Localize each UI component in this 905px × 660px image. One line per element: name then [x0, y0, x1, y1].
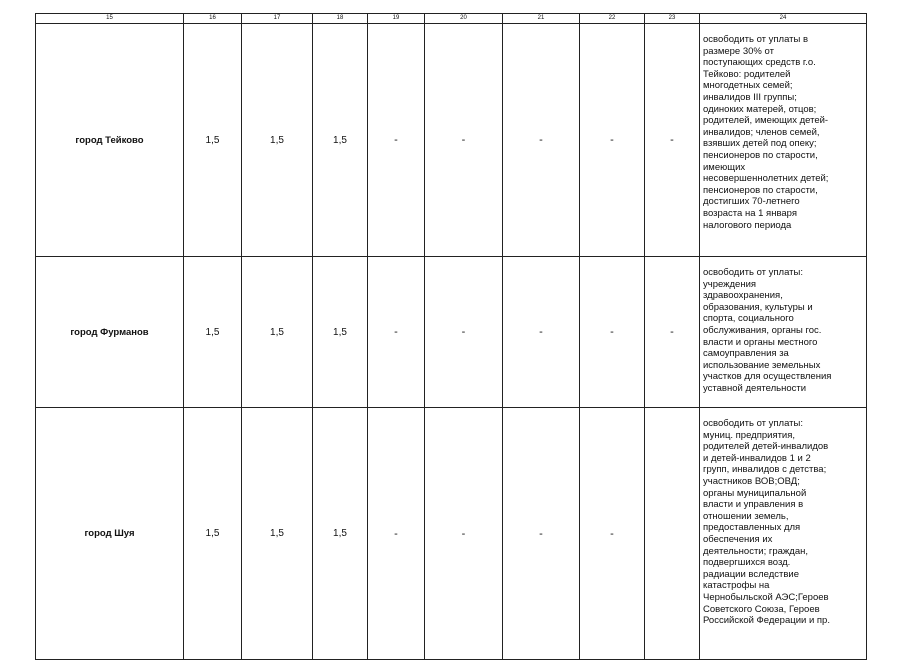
- note-line: многодетных семей;: [703, 80, 793, 92]
- note-line: участников ВОВ;ОВД;: [703, 475, 800, 487]
- note-line: уставной деятельности: [703, 382, 807, 394]
- note-line: взявших детей под опеку;: [703, 138, 817, 150]
- note-line: учреждения: [703, 278, 757, 290]
- note-line: инвалидов III группы;: [703, 91, 797, 103]
- note-line: возраста на 1 января: [703, 207, 797, 219]
- column-number: 23: [645, 14, 700, 24]
- note-line: освободить от уплаты:: [703, 267, 803, 278]
- note-line: использование земельных: [703, 359, 821, 371]
- table-row: [36, 408, 867, 660]
- rate-cell: 1,5: [313, 24, 368, 257]
- column-number: 19: [368, 14, 425, 24]
- dash-cell: -: [580, 257, 645, 408]
- note-line: отношении земель,: [703, 510, 789, 522]
- note-line: размере 30% от: [703, 45, 774, 57]
- dash-cell: -: [580, 24, 645, 257]
- note-line: здравоохранения,: [703, 290, 783, 302]
- dash-cell: -: [503, 257, 580, 408]
- note-line: имеющих: [703, 161, 746, 173]
- note-line: пенсионеров по старости,: [703, 184, 818, 196]
- rate-cell: 1,5: [242, 408, 313, 660]
- note-line: поступающих средств г.о.: [703, 57, 816, 69]
- dash-cell: -: [425, 257, 503, 408]
- note-line: спорта, социального: [703, 313, 794, 325]
- note-line: одиноких матерей, отцов;: [703, 103, 817, 115]
- note-line: налогового периода: [703, 219, 792, 231]
- rate-cell: 1,5: [242, 24, 313, 257]
- rate-cell: 1,5: [184, 408, 242, 660]
- note-line: предоставленных для: [703, 522, 801, 534]
- note-line: органы муниципальной: [703, 487, 807, 499]
- note-line: освободить от уплаты:: [703, 418, 803, 429]
- rate-cell: 1,5: [242, 257, 313, 408]
- note-line: несовершеннолетних детей;: [703, 173, 829, 185]
- note-line: обеспечения их: [703, 533, 773, 545]
- note-line: родителей, имеющих детей-: [703, 115, 829, 127]
- exemption-note: [700, 257, 867, 408]
- note-line: Чернобыльской АЭС;Героев: [703, 591, 829, 603]
- note-line: катастрофы на: [703, 580, 770, 592]
- rate-cell: 1,5: [313, 257, 368, 408]
- note-line: подвергшихся возд.: [703, 557, 791, 569]
- note-line: муниц. предприятия,: [703, 429, 796, 441]
- note-line: пенсионеров по старости,: [703, 149, 818, 161]
- dash-cell: -: [425, 408, 503, 660]
- note-line: групп, инвалидов с детства;: [703, 464, 827, 476]
- note-line: инвалидов; членов семей,: [703, 126, 820, 138]
- rate-cell: 1,5: [184, 257, 242, 408]
- empty-cell: [645, 408, 700, 660]
- column-number: 22: [580, 14, 645, 24]
- note-line: образования, культуры и: [703, 301, 813, 313]
- note-line: радиации вследствие: [703, 568, 799, 580]
- note-line: Российской Федерации и пр.: [703, 615, 830, 627]
- note-line: освободить от уплаты в: [703, 34, 809, 45]
- dash-cell: -: [503, 408, 580, 660]
- note-line: участков для осуществления: [703, 371, 832, 383]
- dash-cell: -: [368, 408, 425, 660]
- note-line: Советского Союза, Героев: [703, 603, 820, 615]
- column-number: 21: [503, 14, 580, 24]
- rate-cell: 1,5: [184, 24, 242, 257]
- tax-rates-table: [35, 13, 867, 660]
- note-line: власти и управления в: [703, 499, 804, 511]
- note-line: родителей детей-инвалидов: [703, 441, 829, 453]
- note-line: и детей-инвалидов 1 и 2: [703, 452, 811, 464]
- note-line: самоуправления за: [703, 348, 789, 360]
- note-line: деятельности; граждан,: [703, 545, 808, 557]
- exemption-note: [700, 24, 867, 257]
- dash-cell: -: [368, 24, 425, 257]
- table-row: [36, 24, 867, 257]
- dash-cell: -: [368, 257, 425, 408]
- dash-cell: -: [645, 24, 700, 257]
- dash-cell: -: [425, 24, 503, 257]
- note-line: достигших 70-летнего: [703, 196, 800, 208]
- exemption-note: [700, 408, 867, 660]
- table-row: [36, 257, 867, 408]
- column-number: 17: [242, 14, 313, 24]
- dash-cell: -: [503, 24, 580, 257]
- column-number: 24: [700, 14, 867, 24]
- rate-cell: 1,5: [313, 408, 368, 660]
- municipality-name: город Фурманов: [36, 257, 184, 408]
- note-line: обслуживания, органы гос.: [703, 324, 822, 336]
- municipality-name: город Тейково: [36, 24, 184, 257]
- column-number: 15: [36, 14, 184, 24]
- column-number: 20: [425, 14, 503, 24]
- column-number-header-row: [36, 14, 867, 24]
- column-number: 18: [313, 14, 368, 24]
- note-line: Тейково: родителей: [703, 68, 791, 80]
- dash-cell: -: [645, 257, 700, 408]
- municipality-name: город Шуя: [36, 408, 184, 660]
- column-number: 16: [184, 14, 242, 24]
- note-line: власти и органы местного: [703, 336, 818, 348]
- dash-cell: -: [580, 408, 645, 660]
